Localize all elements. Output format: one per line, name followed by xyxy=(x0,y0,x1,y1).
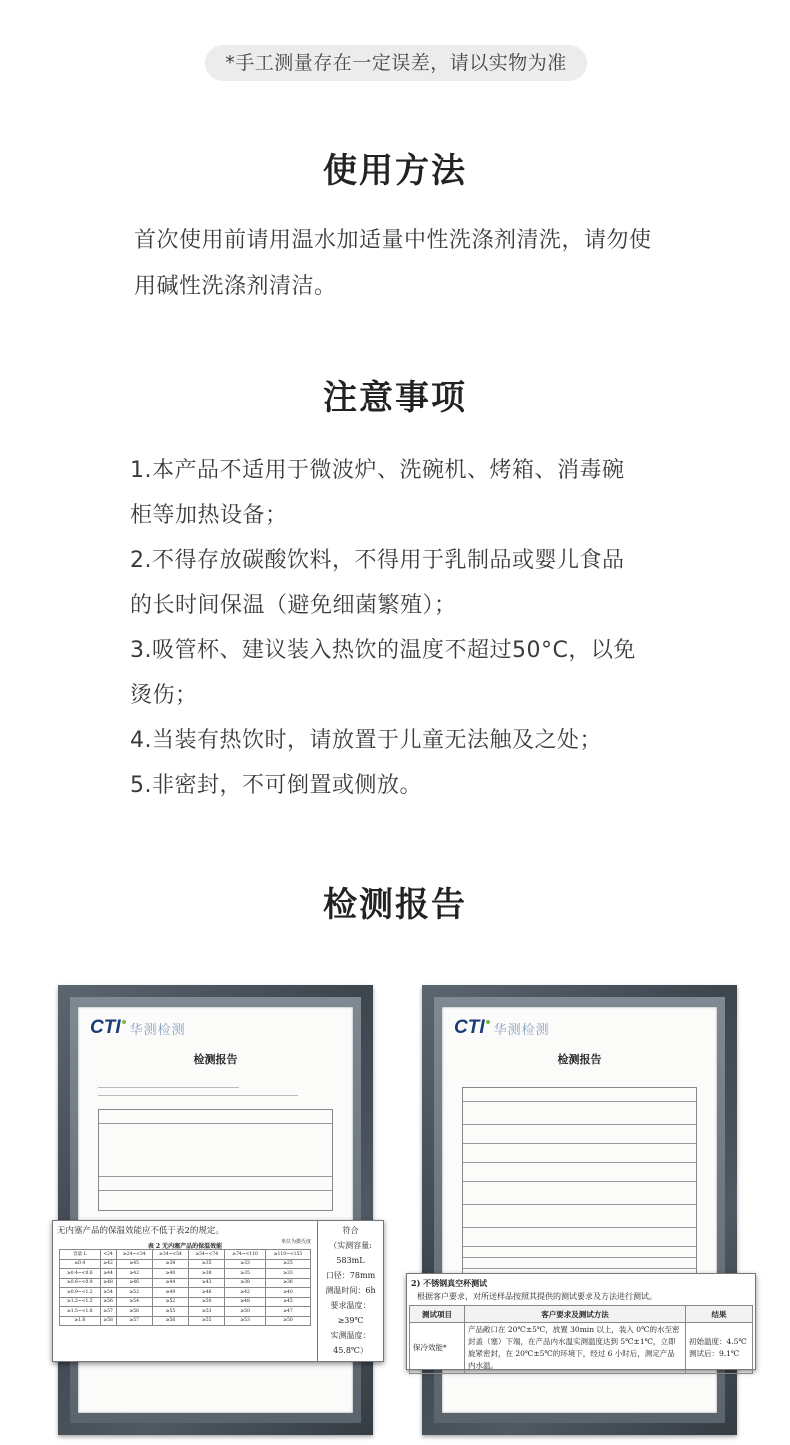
table-cell: ≥0.9~<1.2 xyxy=(60,1288,101,1298)
table-cell: ≥50 xyxy=(189,1297,225,1307)
report-title: 检测报告 xyxy=(323,885,467,925)
spec-table-area xyxy=(53,1221,318,1361)
logo-cn: 华测检测 xyxy=(129,1022,186,1038)
notes-line: 的长时间保温（避免细菌繁殖）； xyxy=(130,593,457,618)
test-table xyxy=(409,1305,753,1374)
logo-dot-icon xyxy=(486,1020,490,1024)
table-cell: ≥56 xyxy=(116,1307,152,1317)
spec-col-header: ≥110~<155 xyxy=(265,1250,310,1260)
result-line: 要求温度： xyxy=(330,1301,371,1310)
doc-title: 检测报告 xyxy=(193,1053,238,1066)
table-row xyxy=(60,1288,311,1298)
table-cell: ≥45 xyxy=(116,1259,152,1269)
table-cell: ≥46 xyxy=(116,1278,152,1288)
result-line: ≥39℃ xyxy=(337,1316,364,1325)
spec-table xyxy=(59,1249,311,1326)
usage-title: 使用方法 xyxy=(323,151,467,191)
table-cell: ≥44 xyxy=(100,1269,116,1279)
table-cell: ≥48 xyxy=(100,1278,116,1288)
spec-col-header: ≥54~<74 xyxy=(189,1250,225,1260)
table-cell: ≥25 xyxy=(265,1259,310,1269)
notes-line: 2.不得存放碳酸饮料，不得用于乳制品或婴儿食品 xyxy=(130,548,625,573)
table-cell: ≥33 xyxy=(265,1269,310,1279)
table-cell: ≥44 xyxy=(152,1278,188,1288)
logo-dot-icon xyxy=(122,1020,126,1024)
table-cell: ≥40 xyxy=(152,1269,188,1279)
table-cell: ≥1.5~<1.8 xyxy=(60,1307,101,1317)
notes-list xyxy=(130,448,675,808)
table-cell: ≥35 xyxy=(189,1259,225,1269)
result-line: （实测容量: xyxy=(329,1241,372,1250)
spec-col-header: <24 xyxy=(100,1250,116,1260)
table-cell: ≥46 xyxy=(189,1288,225,1298)
logo-cn: 华测检测 xyxy=(493,1022,550,1038)
notes-line: 柜等加热设备； xyxy=(130,503,288,528)
cti-logo xyxy=(454,1017,550,1039)
notes-line: 3.吸管杯、建议装入热饮的温度不超过50°C，以免 xyxy=(130,638,636,663)
table-cell: ≥42 xyxy=(100,1259,116,1269)
table-cell: ≥54 xyxy=(100,1288,116,1298)
table-cell: ≥38 xyxy=(189,1269,225,1279)
insulation-spec-overlay xyxy=(52,1220,384,1362)
doc-table xyxy=(462,1087,697,1284)
table-cell: ≥33 xyxy=(225,1259,266,1269)
notes-title: 注意事项 xyxy=(323,378,467,418)
result-line: 实测温度： xyxy=(330,1331,371,1340)
table-row xyxy=(410,1323,753,1374)
result-line: 口径：78mm xyxy=(325,1271,376,1280)
table-cell: ≥1.8 xyxy=(60,1316,101,1326)
table-row xyxy=(410,1306,753,1323)
usage-text xyxy=(134,218,674,310)
test-result: 初始温度：4.5℃ 测试后：9.1℃ xyxy=(686,1323,753,1374)
result-line: 583mL xyxy=(336,1256,365,1265)
test-subheading: 根据客户要求，对所送样品按照其提供的测试要求及方法进行测试。 xyxy=(417,1292,657,1301)
spec-header: 无内塞产品的保温效能应不低于表2的规定。 xyxy=(57,1226,224,1236)
table-cell: ≥42 xyxy=(225,1288,266,1298)
notes-line: 5.非密封，不可倒置或侧放。 xyxy=(130,773,422,798)
usage-line: 首次使用前请用温水加适量中性洗涤剂清洗，请勿使 xyxy=(134,228,652,253)
spec-col-header: ≥24~<34 xyxy=(116,1250,152,1260)
table-cell: ≥38 xyxy=(225,1278,266,1288)
table-cell: ≥52 xyxy=(152,1297,188,1307)
test-item: 保冷效能* xyxy=(410,1323,465,1374)
result-line: 测温时间：6h xyxy=(325,1286,376,1295)
table-cell: ≥49 xyxy=(152,1288,188,1298)
table-cell: ≥1.2~<1.5 xyxy=(60,1297,101,1307)
table-cell: ≥0.4~<0.6 xyxy=(60,1269,101,1279)
report-frame-left xyxy=(58,985,373,1435)
spec-col-header: 容量 L xyxy=(60,1250,101,1260)
notes-line: 烫伤； xyxy=(130,683,198,708)
col-result-header: 结果 xyxy=(686,1306,753,1323)
result-line: 45.8℃） xyxy=(333,1346,368,1355)
table-cell: ≥45 xyxy=(265,1297,310,1307)
table-cell: ≤0.4 xyxy=(60,1259,101,1269)
table-cell: ≥35 xyxy=(225,1269,266,1279)
table-row xyxy=(60,1316,311,1326)
table-row xyxy=(60,1297,311,1307)
logo-text: CTI xyxy=(90,1017,121,1038)
table-row xyxy=(60,1259,311,1269)
table-cell: ≥55 xyxy=(189,1316,225,1326)
notes-line: 1.本产品不适用于微波炉、洗碗机、烤箱、消毒碗 xyxy=(130,458,625,483)
logo-text: CTI xyxy=(454,1017,485,1038)
result-line: 符合 xyxy=(342,1226,359,1235)
col-item-header: 测试项目 xyxy=(410,1306,465,1323)
doc-table xyxy=(98,1109,333,1211)
col-method-header: 客户要求及测试方法 xyxy=(465,1306,686,1323)
test-heading: 2) 不锈钢真空杯测试 xyxy=(411,1278,488,1288)
table-cell: ≥52 xyxy=(116,1288,152,1298)
table-cell: ≥47 xyxy=(265,1307,310,1317)
table-cell: ≥54 xyxy=(116,1297,152,1307)
table-cell: ≥57 xyxy=(116,1316,152,1326)
table-cell: ≥55 xyxy=(152,1307,188,1317)
spec-col-header: ≥74~<110 xyxy=(225,1250,266,1260)
table-row xyxy=(60,1307,311,1317)
table-row xyxy=(60,1269,311,1279)
table-cell: ≥57 xyxy=(100,1307,116,1317)
doc-title: 检测报告 xyxy=(557,1053,602,1066)
test-method: 产品敞口在 20℃±5℃，放置 30min 以上，装入 0℃的水至密封盖（塞）下端，在产品内水温实测温度达到 5℃±1℃，立即旋紧密封，在 20℃±5℃的环境下，经过 6 小时后，测定产品内水温。 xyxy=(465,1323,686,1374)
table-cell: ≥50 xyxy=(265,1316,310,1326)
usage-line: 用碱性洗涤剂清洁。 xyxy=(134,274,337,299)
spec-table-title: 表 2 无内塞产品的保温效能 xyxy=(147,1243,223,1250)
table-row xyxy=(60,1278,311,1288)
table-cell: ≥53 xyxy=(225,1316,266,1326)
table-cell: ≥42 xyxy=(116,1269,152,1279)
spec-result xyxy=(318,1221,383,1358)
table-cell: ≥48 xyxy=(225,1297,266,1307)
table-cell: ≥43 xyxy=(189,1278,225,1288)
table-cell: ≥40 xyxy=(265,1288,310,1298)
table-cell: ≥50 xyxy=(225,1307,266,1317)
table-cell: ≥36 xyxy=(265,1278,310,1288)
notes-line: 4.当装有热饮时，请放置于儿童无法触及之处； xyxy=(130,728,602,753)
table-cell: ≥38 xyxy=(152,1259,188,1269)
vacuum-cup-test-overlay xyxy=(406,1273,756,1370)
table-cell: ≥56 xyxy=(100,1297,116,1307)
table-cell: ≥53 xyxy=(189,1307,225,1317)
table-cell: ≥58 xyxy=(100,1316,116,1326)
spec-unit: 单位为摄氏度 xyxy=(280,1239,311,1245)
table-cell: ≥56 xyxy=(152,1316,188,1326)
measurement-disclaimer: *手工测量存在一定误差，请以实物为准 xyxy=(205,45,587,81)
table-cell: ≥0.6~<0.9 xyxy=(60,1278,101,1288)
spec-col-header: ≥34~<54 xyxy=(152,1250,188,1260)
cti-logo xyxy=(90,1017,186,1039)
doc-text-lines xyxy=(98,1087,333,1103)
